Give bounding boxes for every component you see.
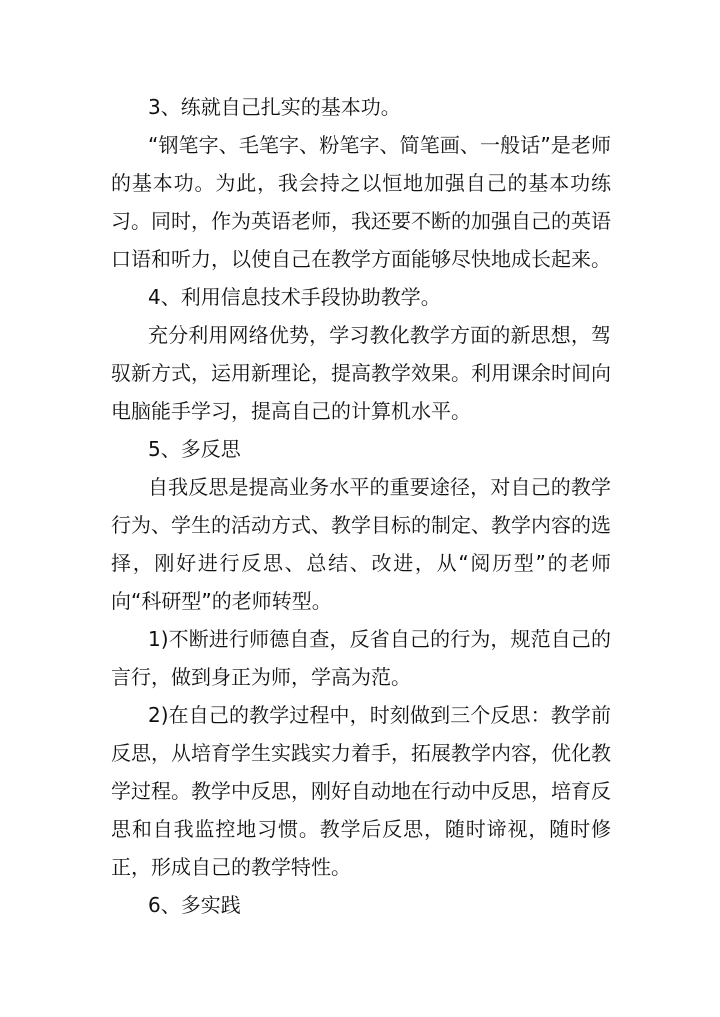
paragraph-self-reflection: 自我反思是提高业务水平的重要途径，对自己的教学行为、学生的活动方式、教学目标的制定、教学内容的选择，刚好进行反思、总结、改进，从“阅历型”的老师向“科研型”的老师转型。 <box>111 475 611 613</box>
document-body <box>111 88 611 924</box>
list-item-1: 1)不断进行师德自查，反省自己的行为，规范自己的言行，做到身正为师，学高为范。 <box>111 627 611 689</box>
section-heading-3: 3、练就自己扎实的基本功。 <box>148 95 401 119</box>
paragraph-information-technology: 充分利用网络优势，学习教化教学方面的新思想，驾驭新方式，运用新理论，提高教学效果。利用课余时间向电脑能手学习，提高自己的计算机水平。 <box>111 323 611 423</box>
section-heading-4: 4、利用信息技术手段协助教学。 <box>148 285 441 309</box>
paragraph-basic-skills: “钢笔字、毛笔字、粉笔字、简笔画、一般话”是老师的基本功。为此，我会持之以恒地加强自己的基本功练习。同时，作为英语老师，我还要不断的加强自己的英语口语和听力，以使自己在教学方面能够尽快地成长起来。 <box>111 133 611 271</box>
section-heading-6: 6、多实践 <box>148 893 241 917</box>
section-heading-5: 5、多反思 <box>148 437 241 461</box>
list-item-2: 2)在自己的教学过程中，时刻做到三个反思：教学前反思，从培育学生实践实力着手，拓展教学内容，优化教学过程。教学中反思，刚好自动地在行动中反思，培育反思和自我监控地习惯。教学后反思，随时谛视，随时修正，形成自己的教学特性。 <box>111 703 611 879</box>
